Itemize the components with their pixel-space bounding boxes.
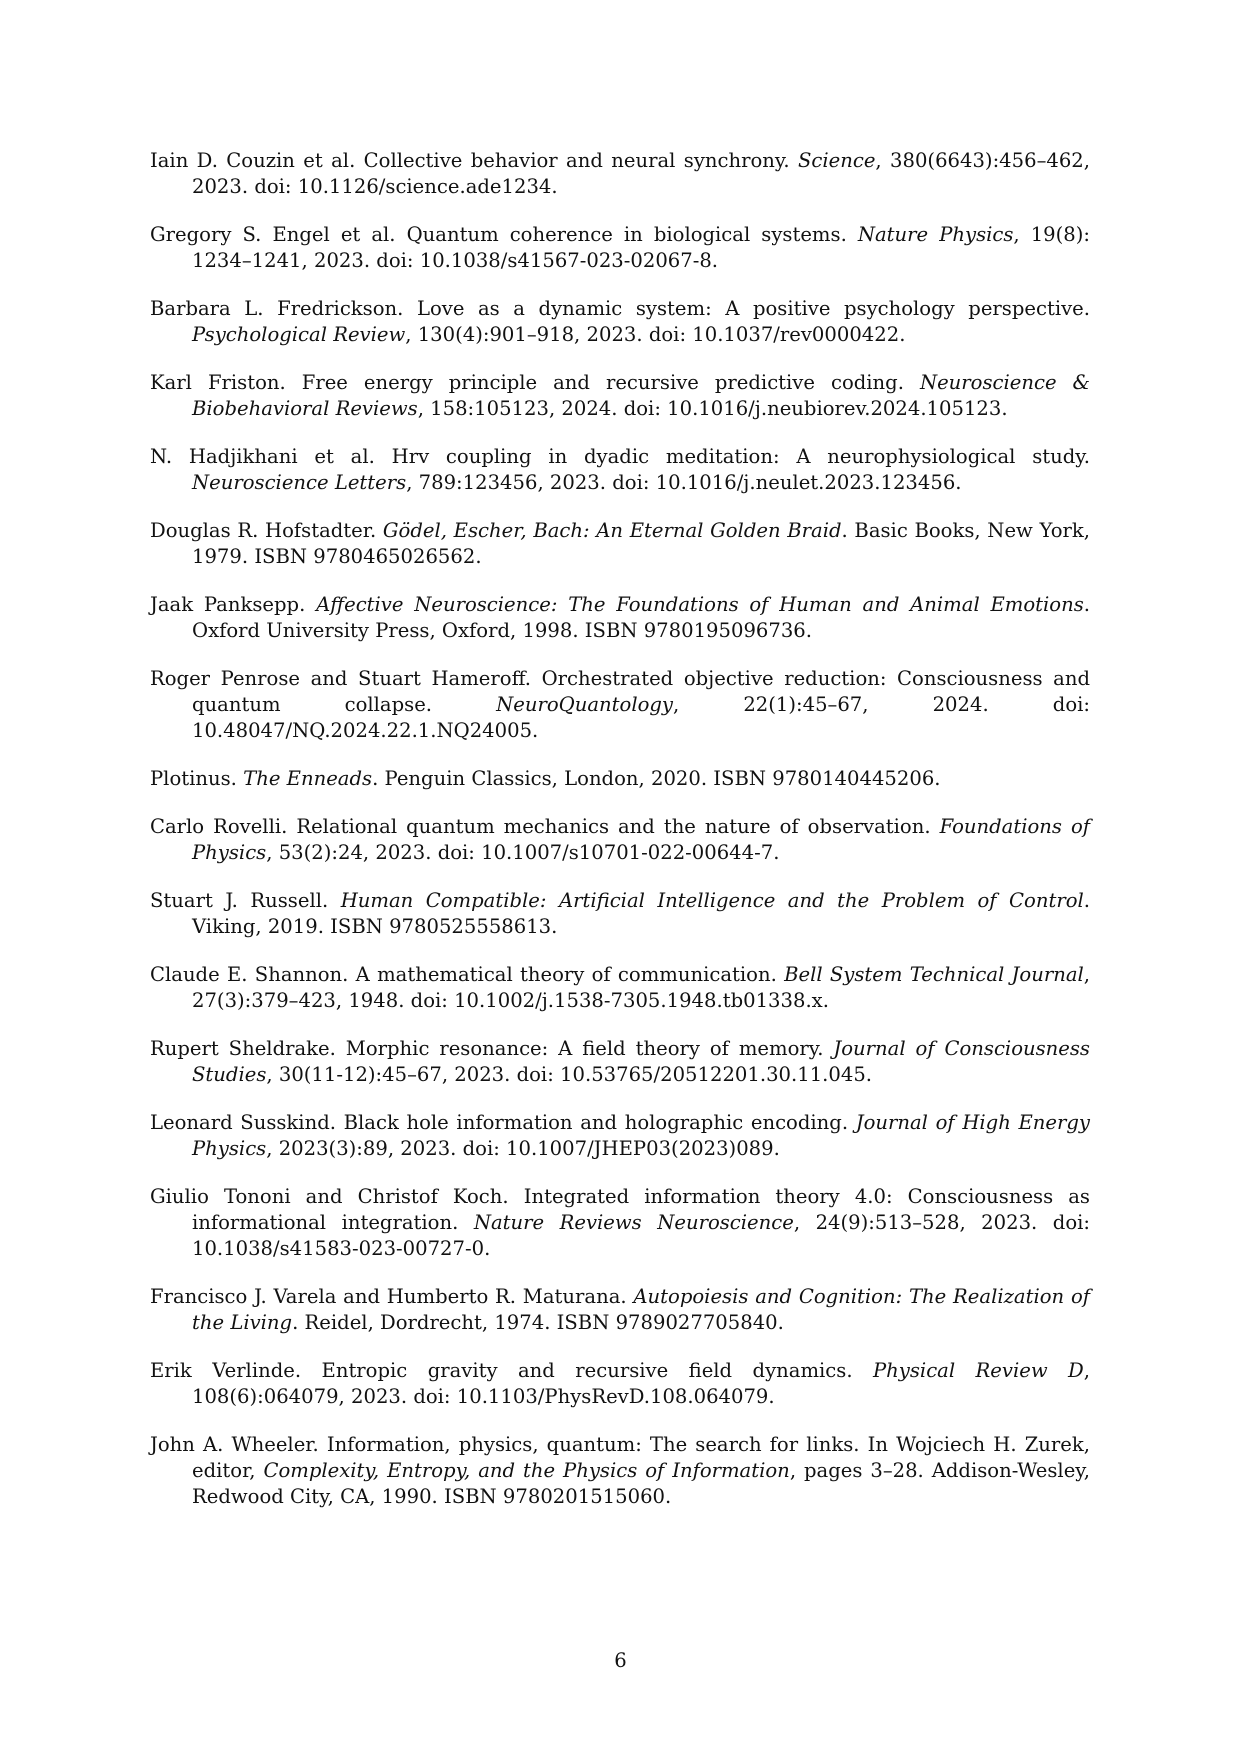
reference-details: , 22(1):45–67, 2024. doi: 10.48047/NQ.2024.22.1.NQ24005. — [192, 693, 1090, 742]
reference-list — [150, 148, 1090, 1532]
reference-text: Jaak Panksepp. — [150, 593, 317, 616]
reference-venue: Bell System Technical Journal — [784, 963, 1084, 986]
reference-venue: Neuroscience & Biobehavioral Reviews — [192, 371, 1090, 420]
reference-item — [150, 444, 1090, 496]
reference-item — [150, 814, 1090, 866]
reference-text: Claude E. Shannon. A mathematical theory of communication. — [150, 963, 785, 986]
reference-item — [150, 1284, 1090, 1336]
reference-text: John A. Wheeler. Information, physics, quantum: The search for links. In Wojciech H. Zurek, editor, — [150, 1433, 1090, 1482]
reference-item — [150, 1358, 1090, 1410]
reference-item — [150, 766, 1090, 792]
reference-venue: Journal of High Energy Physics — [192, 1111, 1091, 1160]
reference-venue: The Enneads — [243, 767, 373, 790]
reference-details: . Viking, 2019. ISBN 9780525558613. — [192, 889, 1090, 938]
reference-text: Giulio Tononi and Christof Koch. Integrated information theory 4.0: Consciousness as informational integration. — [150, 1185, 1090, 1234]
reference-details: , 380(6643):456–462, 2023. doi: 10.1126/science.ade1234. — [192, 149, 1090, 198]
reference-item — [150, 1432, 1090, 1510]
reference-details: . Oxford University Press, Oxford, 1998. ISBN 9780195096736. — [192, 593, 1090, 642]
reference-item — [150, 666, 1090, 744]
reference-text: Plotinus. — [150, 767, 244, 790]
reference-text: Carlo Rovelli. Relational quantum mechanics and the nature of observation. — [150, 815, 940, 838]
reference-item — [150, 148, 1090, 200]
reference-venue: Nature Reviews Neuroscience — [473, 1211, 794, 1234]
reference-venue: NeuroQuantology — [496, 693, 673, 716]
reference-text: N. Hadjikhani et al. Hrv coupling in dyadic meditation: A neurophysiological study. — [150, 445, 1090, 468]
reference-venue: Nature Physics — [857, 223, 1014, 246]
reference-text: Roger Penrose and Stuart Hameroff. Orchestrated objective reduction: Consciousness and quantum collapse. — [150, 667, 1090, 716]
reference-text: Erik Verlinde. Entropic gravity and recursive field dynamics. — [150, 1359, 873, 1382]
reference-details: , 2023(3):89, 2023. doi: 10.1007/JHEP03(2023)089. — [266, 1137, 780, 1160]
reference-venue: Neuroscience Letters — [192, 471, 407, 494]
reference-venue: Autopoiesis and Cognition: The Realization of the Living — [192, 1285, 1090, 1334]
reference-details: , 19(8): 1234–1241, 2023. doi: 10.1038/s41567-023-02067-8. — [192, 223, 1090, 272]
reference-details: , pages 3–28. Addison-Wesley, Redwood City, CA, 1990. ISBN 9780201515060. — [192, 1459, 1090, 1508]
reference-details: , 789:123456, 2023. doi: 10.1016/j.neulet.2023.123456. — [406, 471, 962, 494]
reference-venue: Gödel, Escher, Bach: An Eternal Golden Braid — [382, 519, 842, 542]
reference-item — [150, 296, 1090, 348]
reference-item — [150, 222, 1090, 274]
reference-venue: Physical Review D — [873, 1359, 1084, 1382]
reference-details: . Penguin Classics, London, 2020. ISBN 9780140445206. — [372, 767, 941, 790]
reference-item — [150, 1184, 1090, 1262]
reference-venue: Science — [797, 149, 876, 172]
reference-text: Karl Friston. Free energy principle and recursive predictive coding. — [150, 371, 920, 394]
reference-text: Douglas R. Hofstadter. — [150, 519, 383, 542]
reference-details: , 24(9):513–528, 2023. doi: 10.1038/s41583-023-00727-0. — [192, 1211, 1090, 1260]
reference-venue: Complexity, Entropy, and the Physics of Information — [263, 1459, 790, 1482]
reference-text: Rupert Sheldrake. Morphic resonance: A field theory of memory. — [150, 1037, 834, 1060]
reference-item — [150, 370, 1090, 422]
reference-item — [150, 1110, 1090, 1162]
page-number: 6 — [614, 1649, 627, 1672]
reference-venue: Affective Neuroscience: The Foundations of Human and Animal Emotions — [316, 593, 1084, 616]
reference-details: , 27(3):379–423, 1948. doi: 10.1002/j.1538-7305.1948.tb01338.x. — [192, 963, 1090, 1012]
reference-item — [150, 888, 1090, 940]
reference-text: Leonard Susskind. Black hole information and holographic encoding. — [150, 1111, 856, 1134]
reference-details: , 158:105123, 2024. doi: 10.1016/j.neubiorev.2024.105123. — [417, 397, 1008, 420]
reference-text: Gregory S. Engel et al. Quantum coherence in biological systems. — [150, 223, 858, 246]
reference-details: . Basic Books, New York, 1979. ISBN 9780465026562. — [192, 519, 1090, 568]
reference-details: , 30(11-12):45–67, 2023. doi: 10.53765/20512201.30.11.045. — [266, 1063, 873, 1086]
reference-item — [150, 518, 1090, 570]
reference-item — [150, 592, 1090, 644]
reference-venue: Foundations of Physics — [192, 815, 1090, 864]
reference-details: , 108(6):064079, 2023. doi: 10.1103/PhysRevD.108.064079. — [192, 1359, 1090, 1408]
reference-details: , 53(2):24, 2023. doi: 10.1007/s10701-022-00644-7. — [266, 841, 780, 864]
reference-text: Iain D. Couzin et al. Collective behavior and neural synchrony. — [150, 149, 798, 172]
reference-text: Barbara L. Fredrickson. Love as a dynamic system: A positive psychology perspective. — [150, 297, 1090, 320]
reference-text: Francisco J. Varela and Humberto R. Maturana. — [150, 1285, 634, 1308]
reference-venue: Journal of Consciousness Studies — [192, 1037, 1090, 1086]
reference-text: Stuart J. Russell. — [150, 889, 341, 912]
reference-item — [150, 1036, 1090, 1088]
reference-details: . Reidel, Dordrecht, 1974. ISBN 9789027705840. — [292, 1311, 784, 1334]
reference-details: , 130(4):901–918, 2023. doi: 10.1037/rev0000422. — [405, 323, 906, 346]
reference-venue: Human Compatible: Artificial Intelligence and the Problem of Control — [340, 889, 1084, 912]
reference-venue: Psychological Review — [192, 323, 406, 346]
reference-item — [150, 962, 1090, 1014]
